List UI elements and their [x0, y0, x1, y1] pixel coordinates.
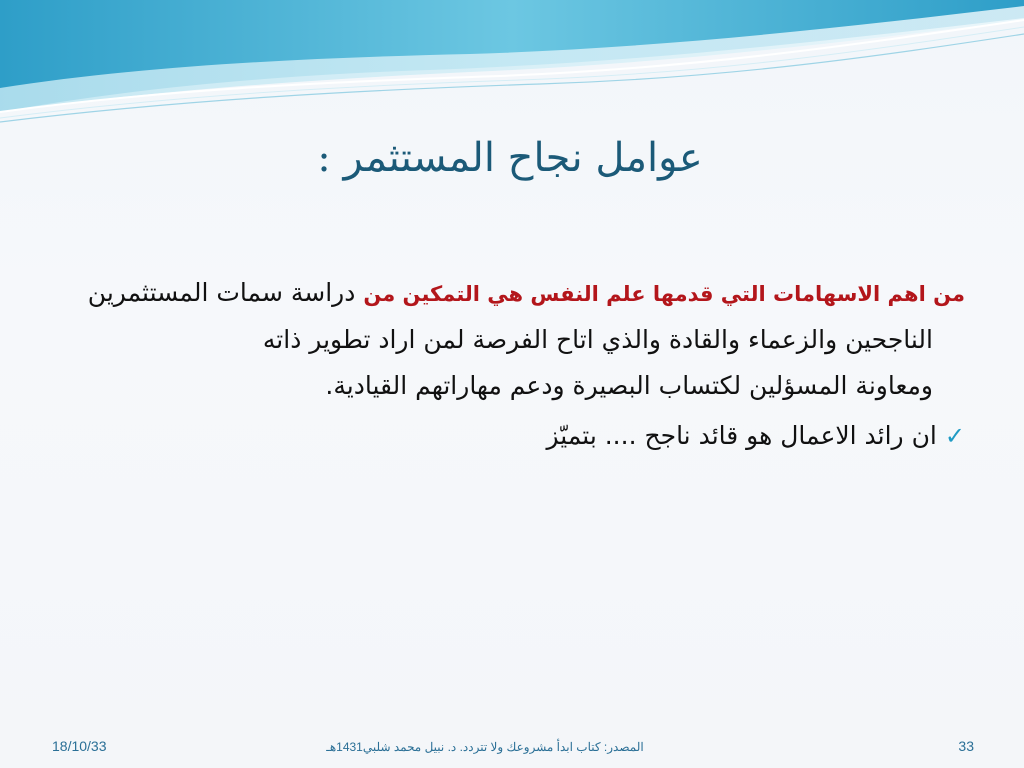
paragraph-line-2: الناجحين والزعماء والقادة والذي اتاح الفرصة لمن اراد تطوير ذاته [262, 325, 933, 354]
footer-source: المصدر: كتاب ابدأ مشروعك ولا تتردد. د. نبيل محمد شلبي1431هـ [326, 740, 644, 754]
bullet-text: ان رائد الاعمال هو قائد ناجح .... بتميّز [546, 421, 937, 450]
paragraph-text: دراسة سمات المستثمرين [87, 278, 356, 307]
checkmark-icon: ✓ [944, 422, 965, 450]
slide-title: عوامل نجاح المستثمر : [317, 135, 703, 181]
body-paragraph [80, 270, 965, 409]
emphasis-text: من اهم الاسهامات التي قدمها علم النفس هي التمكين من [363, 282, 965, 306]
slide-body [80, 270, 965, 459]
footer-date: 18/10/33 [52, 738, 107, 754]
paragraph-line-3: ومعاونة المسؤلين لكتساب البصيرة ودعم مهاراتهم القيادية. [325, 371, 933, 400]
bullet-item [80, 413, 965, 459]
header-wave-decoration [0, 0, 1024, 130]
page-number: 33 [958, 738, 974, 754]
